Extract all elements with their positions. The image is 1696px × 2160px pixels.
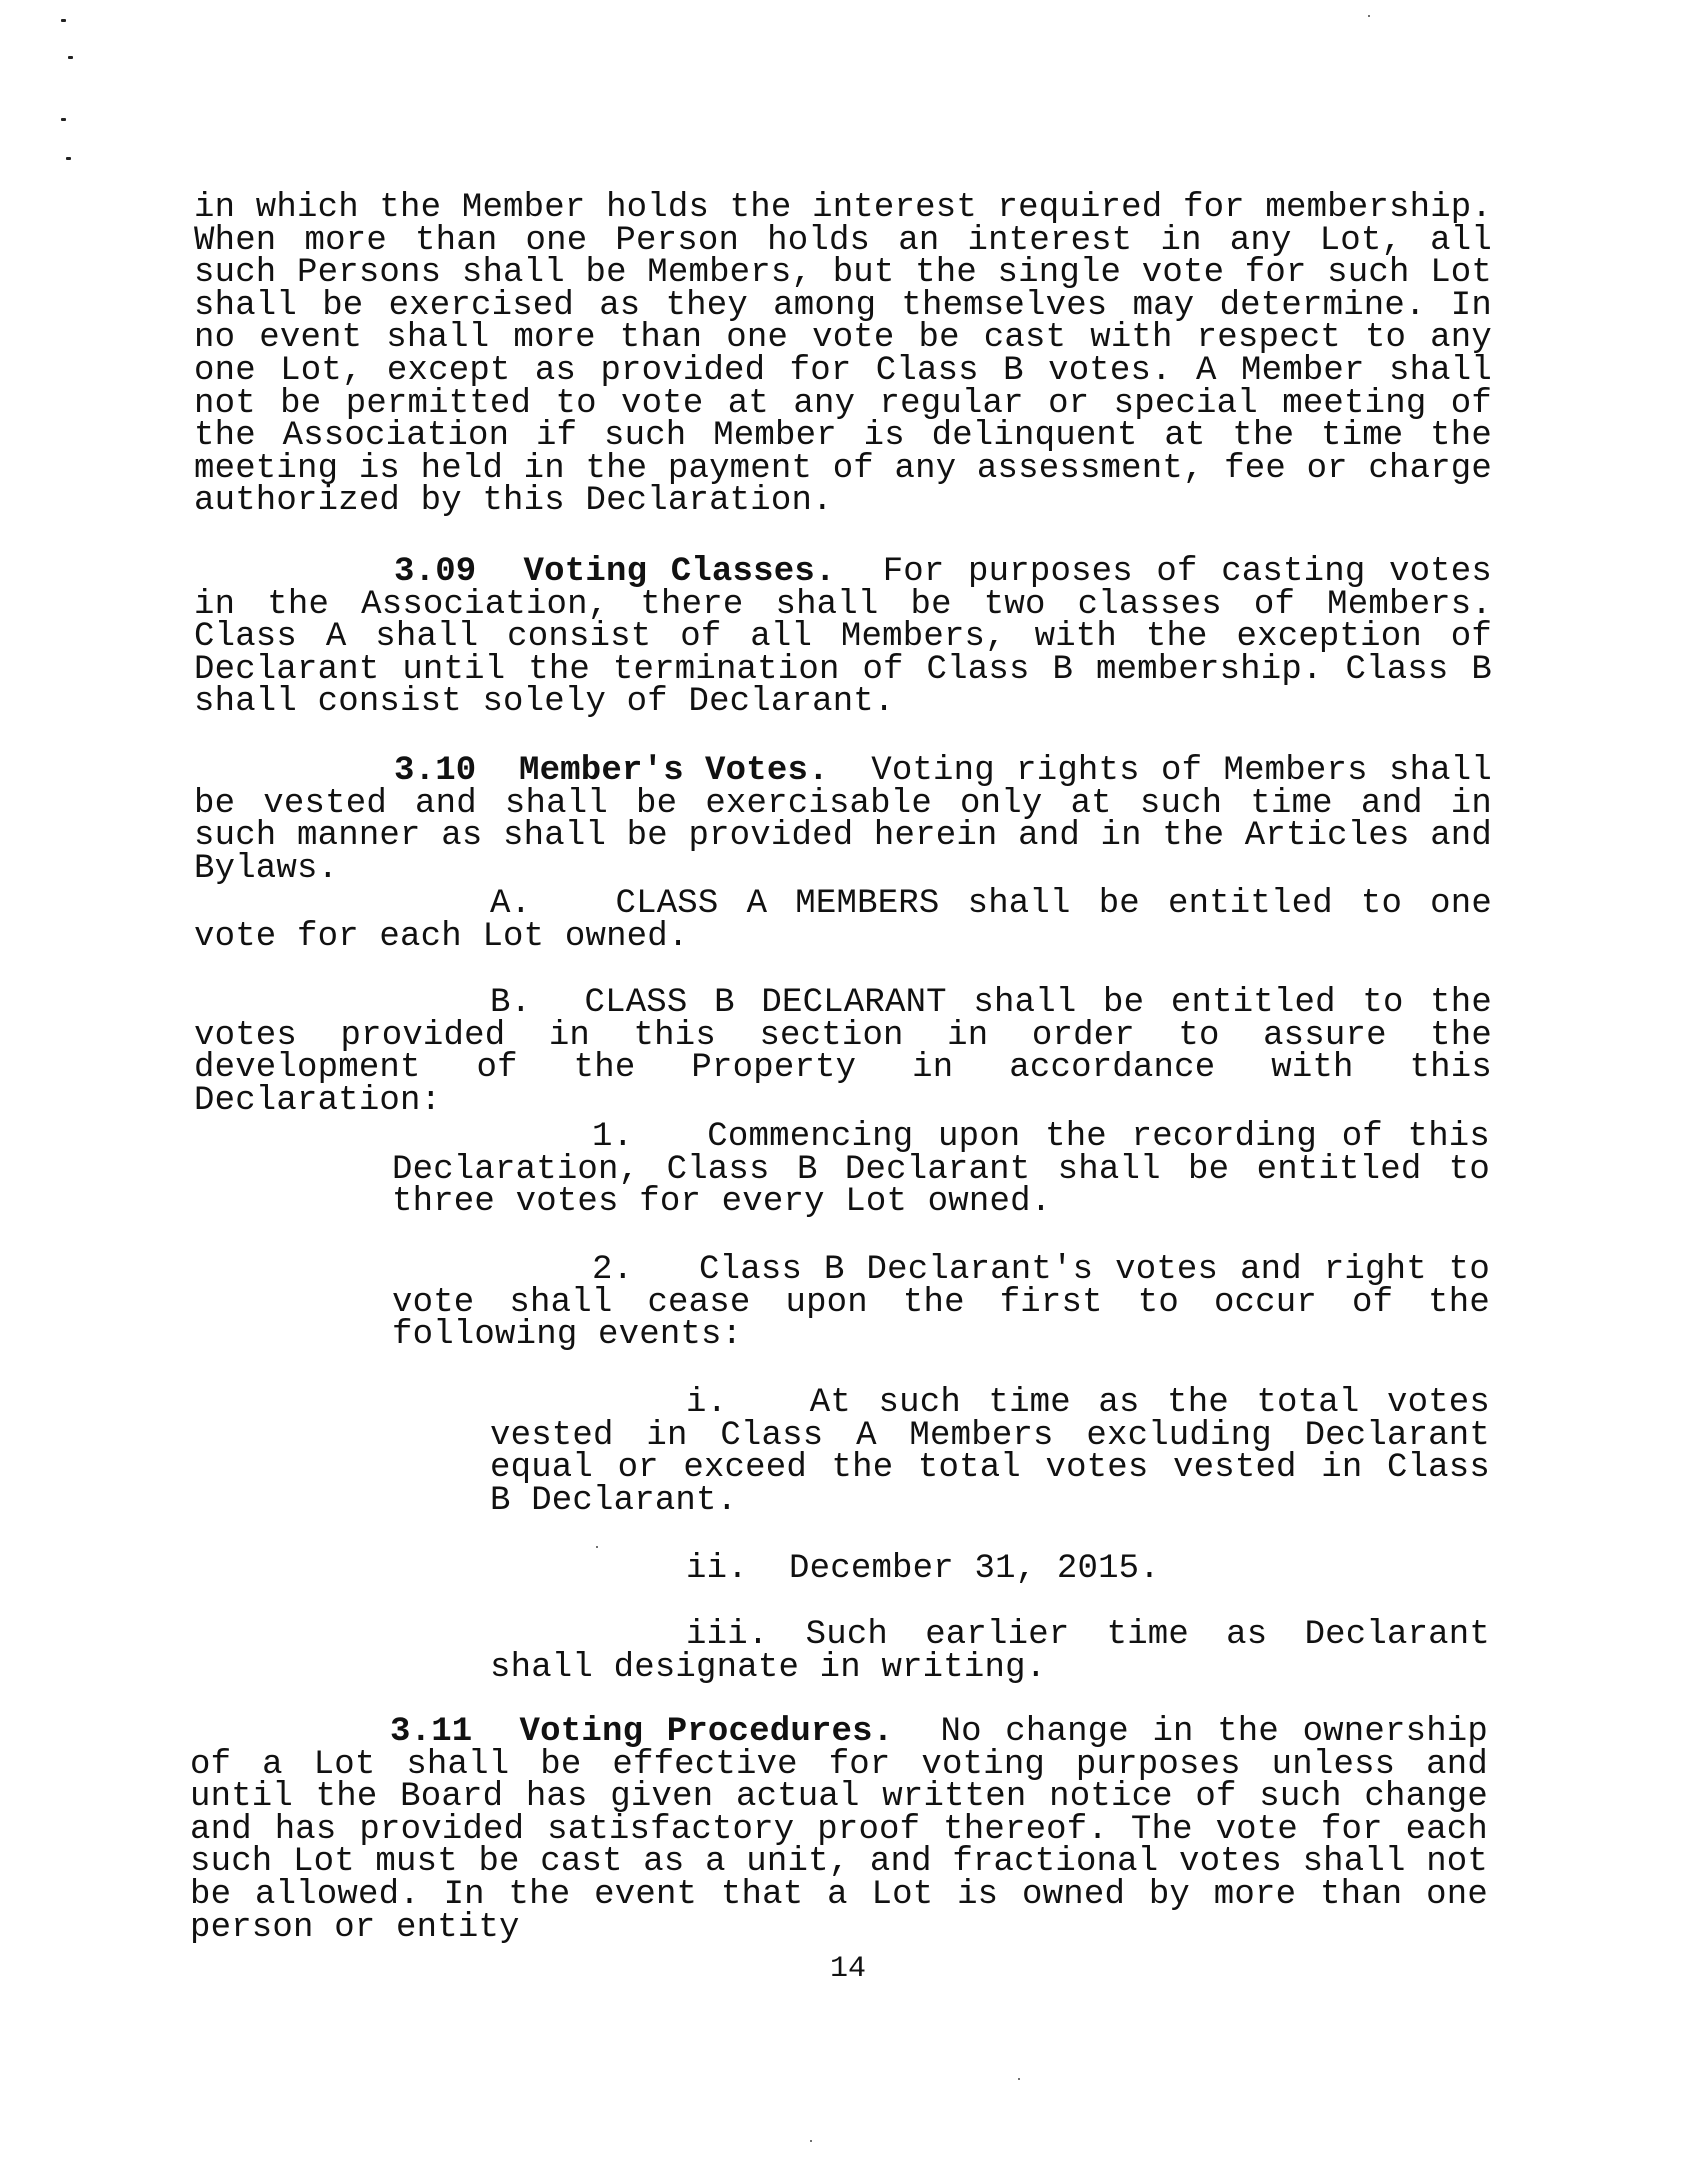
- item-b: [194, 984, 1492, 1120]
- item-ii: [490, 1550, 1490, 1588]
- item-1: [392, 1118, 1491, 1222]
- item-label: 1.: [592, 1118, 634, 1156]
- section-body: Voting rights of Members shall be vested and shall be exercisable only at such time and in such manner as shall be provided herein and in the Articles and Bylaws.: [194, 752, 1493, 888]
- scan-speck: [596, 1546, 598, 1548]
- item-label: B.: [490, 984, 532, 1022]
- section-3-10: [194, 752, 1493, 888]
- item-text: Such earlier time as Declarant shall designate in writing.: [490, 1616, 1490, 1687]
- item-text: CLASS B DECLARANT shall be entitled to the votes provided in this section in order to assure the development of the Property in accordance with this Declaration:: [194, 984, 1492, 1120]
- item-text: CLASS A MEMBERS shall be entitled to one vote for each Lot owned.: [194, 885, 1492, 956]
- section-title: Member's Votes.: [518, 752, 829, 790]
- item-i: [490, 1384, 1491, 1520]
- scan-speck: [1018, 2078, 1020, 2080]
- item-text: At such time as the total votes vested in Class A Members excluding Declarant equal or exceed the total votes vested in Class B Declarant.: [490, 1384, 1491, 1520]
- section-number: 3.10: [394, 752, 477, 790]
- paragraph-text: in which the Member holds the interest required for membership. When more than one Person holds an interest in any Lot, all such Persons shall be Members, but the single vote for such Lot shall be exercised as they among themselves may determine. In no event shall more than one vote be cast with respect to any one Lot, except as provided for Class B votes. A Member shall not be permitted to vote at any regular or special meeting of the Association if such Member is delinquent at the time the meeting is held in the payment of any assessment, fee or charge authorized by this Declaration.: [194, 189, 1493, 521]
- item-a: [194, 885, 1492, 956]
- section-number: 3.09: [394, 553, 477, 591]
- item-text: Class B Declarant's votes and right to vote shall cease upon the first to occur of the following events:: [392, 1251, 1490, 1355]
- continuation-paragraph: [194, 189, 1493, 521]
- section-body: For purposes of casting votes in the Association, there shall be two classes of Members. Class A shall consist of all Members, with the exception of Declarant until the termination of Class B membership. Class B shall consist solely of Declarant.: [194, 553, 1492, 722]
- item-label: i.: [686, 1384, 728, 1422]
- item-2: [392, 1251, 1490, 1355]
- section-3-09: [194, 553, 1492, 722]
- scan-speck: [810, 2140, 812, 2142]
- item-text: Commencing upon the recording of this Declaration, Class B Declarant shall be entitled to three votes for every Lot owned.: [392, 1118, 1491, 1222]
- section-number: 3.11: [390, 1713, 473, 1751]
- item-label: iii.: [686, 1616, 769, 1654]
- page-number: 14: [829, 1952, 866, 1986]
- item-iii: [490, 1616, 1490, 1687]
- item-label: 2.: [592, 1251, 634, 1289]
- section-title: Voting Classes.: [523, 553, 836, 591]
- item-label: ii.: [686, 1550, 748, 1588]
- section-3-11: [190, 1713, 1489, 1947]
- section-body: No change in the ownership of a Lot shall be effective for voting purposes unless and until the Board has given actual written notice of such change and has provided satisfactory proof thereof. The vote for each such Lot must be cast as a unit, and fractional votes shall not be allowed. In the event that a Lot is owned by more than one person or entity: [190, 1713, 1489, 1947]
- item-label: A.: [490, 885, 532, 923]
- item-text: December 31, 2015.: [789, 1550, 1160, 1588]
- scan-speck: [1368, 15, 1370, 17]
- section-title: Voting Procedures.: [519, 1713, 894, 1751]
